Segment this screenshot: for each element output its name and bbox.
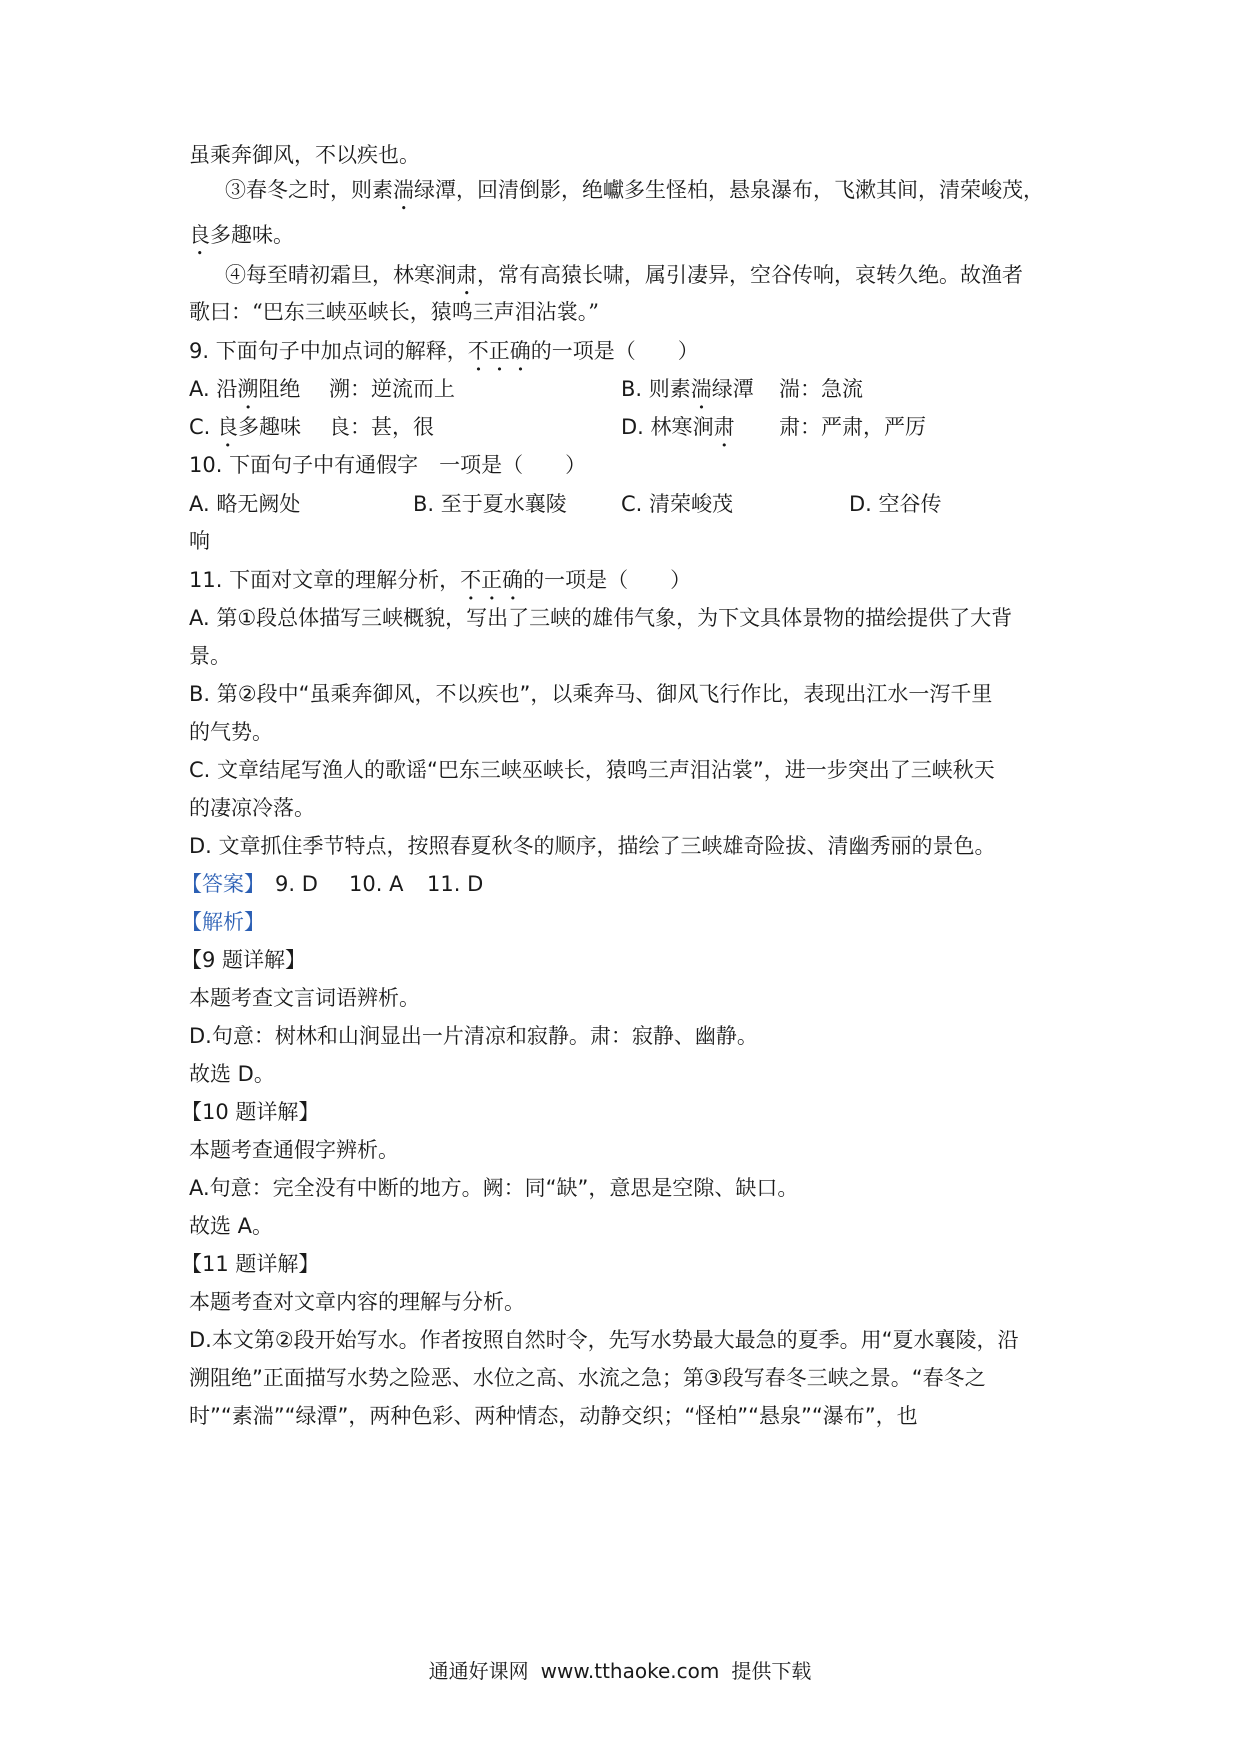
explain-10-line-3: 故选 A。 [189, 1214, 274, 1238]
explain-9-line-1: 本题考查文言词语辨析。 [189, 986, 420, 1010]
emphasis-dot-char: 良 [189, 223, 210, 247]
option-9b-gloss: 湍：急流 [779, 377, 863, 401]
option-11c-line-1: C. 文章结尾写渔人的歌谣“巴东三峡巫峡长，猿鸣三声泪沾裳”，进一步突出了三峡秋天 [189, 758, 995, 782]
option-10a: A. 略无阙处 [189, 492, 301, 516]
explain-9-line-2: D.句意：树林和山涧显出一片清凉和寂静。肃：寂静、幽静。 [189, 1024, 758, 1048]
explain-11-line-1: 本题考查对文章内容的理解与分析。 [189, 1290, 525, 1314]
footer-url[interactable]: www.tthaoke.com [540, 1659, 720, 1683]
passage-paragraph-3: ③春冬之时，则素湍绿潭，回清倒影，绝巘多生怪柏，悬泉瀑布，飞漱其间，清荣峻茂， [225, 178, 1044, 202]
option-9d: D. 林寒涧肃 [621, 415, 735, 439]
explain-heading-10: 【10 题详解】 [181, 1100, 320, 1124]
option-9a: A. 沿溯阻绝 [189, 377, 301, 401]
answer-q11: 11. D [427, 872, 484, 896]
question-10-stem: 10. 下面句子中有通假字 一项是（ ） [189, 453, 587, 477]
explain-10-line-1: 本题考查通假字辨析。 [189, 1138, 399, 1162]
passage-line-p4-end: 歌曰：“巴东三峡巫峡长，猿鸣三声泪沾裳。” [189, 300, 599, 324]
passage-line-p3-end: 良多趣味。 [189, 223, 294, 247]
option-11d: D. 文章抓住季节特点，按照春夏秋冬的顺序，描绘了三峡雄奇险拔、清幽秀丽的景色。 [189, 834, 996, 858]
answer-q10: 10. A [349, 872, 404, 896]
option-11b-line-2: 的气势。 [189, 720, 273, 744]
answer-line [181, 869, 1059, 899]
analysis-tag: 【解析】 [181, 910, 265, 934]
option-10b: B. 至于夏水襄陵 [413, 492, 567, 516]
emphasis-dot-char: 肃 [456, 263, 477, 287]
explain-heading-9: 【9 题详解】 [181, 948, 307, 972]
footer-site-name: 通通好课网 [428, 1659, 529, 1683]
emphasis-dot-text: 不正确 [467, 339, 531, 363]
answer-q9: 9. D [275, 872, 318, 896]
question-10-options [189, 489, 1059, 519]
passage-line-p2-end: 虽乘奔御风，不以疾也。 [189, 143, 420, 167]
explain-11-line-3: 溯阻绝”正面描写水势之险恶、水位之高、水流之急；第③段写春冬三峡之景。“春冬之 [189, 1366, 986, 1390]
question-11-stem: 11. 下面对文章的理解分析，不正确的一项是（ ） [189, 568, 692, 592]
emphasis-dot-char: 湍 [393, 178, 414, 202]
option-9d-gloss: 肃：严肃，严厉 [779, 415, 926, 439]
page-footer [0, 1655, 1240, 1684]
option-11a-line-1: A. 第①段总体描写三峡概貌，写出了三峡的雄伟气象，为下文具体景物的描绘提供了大背 [189, 606, 1013, 630]
emphasis-dot-text: 不正确 [460, 568, 524, 592]
option-9c: C. 良多趣味 [189, 415, 302, 439]
explain-11-line-2: D.本文第②段开始写水。作者按照自然时令，先写水势最大最急的夏季。用“夏水襄陵，沿 [189, 1328, 1019, 1352]
option-10d: D. 空谷传 [849, 492, 942, 516]
answer-tag: 【答案】 [181, 872, 265, 896]
explain-11-line-4: 时”“素湍”“绿潭”，两种色彩、两种情态，动静交织；“怪柏”“悬泉”“瀑布”，也 [189, 1404, 918, 1428]
option-9a-gloss: 溯：逆流而上 [329, 377, 455, 401]
question-9-options-row-1 [189, 374, 1059, 404]
option-10d-wrap: 响 [189, 529, 210, 553]
option-11b-line-1: B. 第②段中“虽乘奔御风，不以疾也”，以乘奔马、御风飞行作比，表现出江水一泻千里 [189, 682, 993, 706]
question-9-options-row-2 [189, 412, 1059, 442]
explain-10-line-2: A.句意：完全没有中断的地方。阙：同“缺”，意思是空隙、缺口。 [189, 1176, 799, 1200]
passage-paragraph-4: ④每至晴初霜旦，林寒涧肃，常有高猿长啸，属引凄异，空谷传响，哀转久绝。故渔者 [225, 263, 1023, 287]
explain-9-line-3: 故选 D。 [189, 1062, 275, 1086]
option-10c: C. 清荣峻茂 [621, 492, 734, 516]
option-11c-line-2: 的凄凉冷落。 [189, 796, 315, 820]
option-9c-gloss: 良：甚，很 [329, 415, 434, 439]
explain-heading-11: 【11 题详解】 [181, 1252, 320, 1276]
option-9b: B. 则素湍绿潭 [621, 377, 754, 401]
option-11a-line-2: 景。 [189, 644, 231, 668]
footer-note: 提供下载 [731, 1659, 812, 1683]
question-9-stem: 9. 下面句子中加点词的解释，不正确的一项是（ ） [189, 339, 699, 363]
